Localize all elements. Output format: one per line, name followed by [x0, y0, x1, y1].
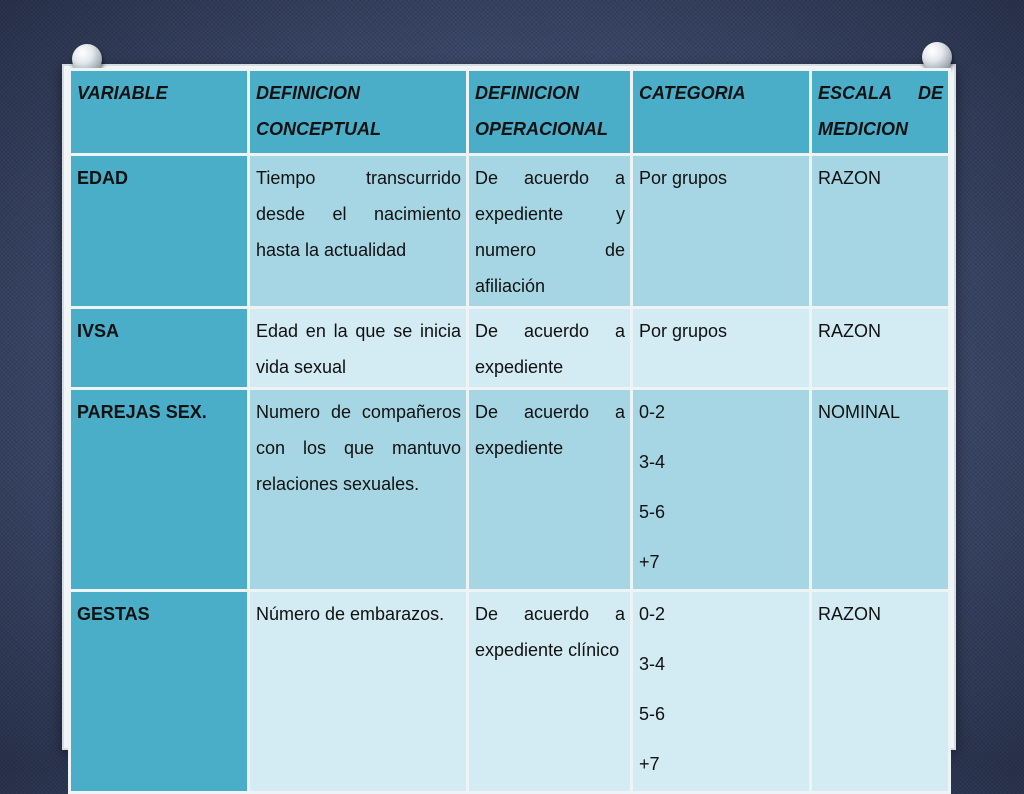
- variables-table: [68, 68, 951, 794]
- categoria-item: 3-4: [639, 452, 666, 472]
- cell-conceptual: Numero de compañeros con los que mantuvo relaciones sexuales.: [250, 390, 466, 589]
- cell-categoria: [633, 309, 809, 387]
- table-row: [71, 592, 948, 791]
- header-categoria: CATEGORIA: [633, 71, 809, 153]
- cell-categoria: [633, 390, 809, 589]
- header-escala-de-medicion: ESCALA DE MEDICION: [812, 71, 948, 153]
- cell-operacional: De acuerdo a expediente: [469, 390, 630, 589]
- cell-variable: GESTAS: [71, 592, 247, 791]
- table-row: [71, 309, 948, 387]
- cell-escala: RAZON: [812, 156, 948, 306]
- cell-categoria: [633, 156, 809, 306]
- categoria-item: 0-2: [639, 604, 666, 624]
- categoria-item: 0-2: [639, 402, 666, 422]
- cell-variable: PAREJAS SEX.: [71, 390, 247, 589]
- categoria-item: 5-6: [639, 502, 666, 522]
- cell-conceptual: Tiempo transcurrido desde el nacimiento hasta la actualidad: [250, 156, 466, 306]
- categoria-item: 5-6: [639, 704, 666, 724]
- header-variable: VARIABLE: [71, 71, 247, 153]
- cell-escala: RAZON: [812, 309, 948, 387]
- table-header-row: [71, 71, 948, 153]
- categoria-item: Por grupos: [639, 321, 728, 341]
- categoria-item: 3-4: [639, 654, 666, 674]
- cell-operacional: De acuerdo a expediente y numero de afiliación: [469, 156, 630, 306]
- table-row: [71, 390, 948, 589]
- cell-escala: NOMINAL: [812, 390, 948, 589]
- cell-variable: EDAD: [71, 156, 247, 306]
- cell-escala: RAZON: [812, 592, 948, 791]
- cell-categoria: [633, 592, 809, 791]
- cell-conceptual: Número de embarazos.: [250, 592, 466, 791]
- cell-variable: IVSA: [71, 309, 247, 387]
- cell-conceptual: Edad en la que se inicia vida sexual: [250, 309, 466, 387]
- header-definicion-conceptual: DEFINICION CONCEPTUAL: [250, 71, 466, 153]
- cell-operacional: De acuerdo a expediente clínico: [469, 592, 630, 791]
- table-row: [71, 156, 948, 306]
- categoria-item: +7: [639, 754, 660, 774]
- header-definicion-operacional: DEFINICION OPERACIONAL: [469, 71, 630, 153]
- cell-operacional: De acuerdo a expediente: [469, 309, 630, 387]
- categoria-item: +7: [639, 552, 660, 572]
- categoria-item: Por grupos: [639, 168, 728, 188]
